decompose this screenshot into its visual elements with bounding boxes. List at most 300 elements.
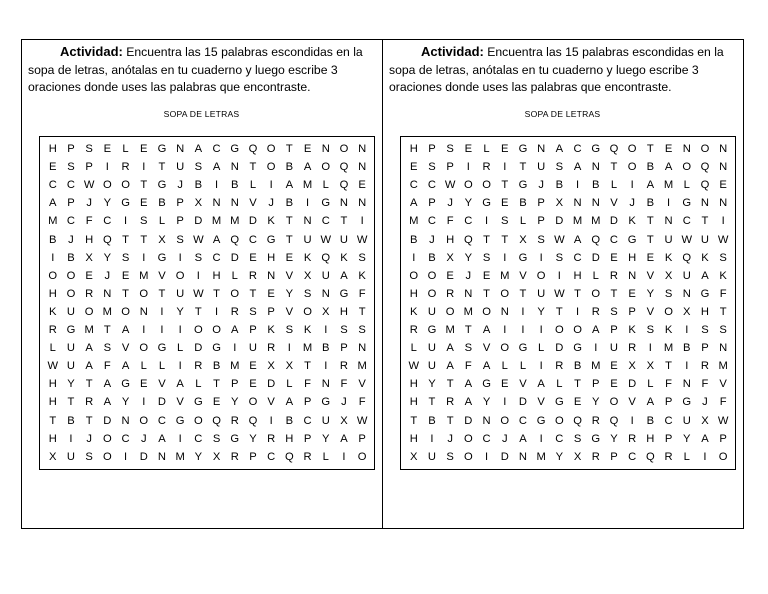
grid-cell: G — [157, 179, 167, 192]
grid-cell: L — [683, 450, 690, 463]
grid-cell: B — [194, 179, 203, 192]
grid-cell: O — [500, 342, 510, 355]
grid-cell: A — [446, 360, 454, 373]
grid-cell: I — [666, 197, 671, 210]
grid-cell: G — [157, 143, 167, 155]
grid-cell: G — [554, 396, 564, 409]
grid-cell: J — [538, 179, 544, 192]
grid-cell: I — [521, 324, 525, 336]
grid-cell: X — [267, 360, 275, 373]
grid-cell: O — [463, 450, 473, 463]
grid-cell: A — [285, 179, 294, 192]
grid-cell: E — [610, 378, 618, 391]
activity-heading: Actividad: — [421, 44, 484, 59]
grid-cell: N — [719, 143, 728, 155]
grid-cell: N — [358, 143, 367, 155]
grid-cell: Y — [176, 305, 184, 318]
grid-cell: I — [575, 305, 580, 318]
grid-cell: X — [664, 269, 673, 282]
grid-cell: T — [340, 215, 348, 228]
grid-cell: U — [427, 450, 436, 463]
grid-cell: T — [285, 215, 293, 228]
grid-cell: K — [267, 324, 275, 336]
grid-cell: N — [537, 143, 546, 155]
grid-cell: A — [537, 378, 545, 391]
grid-cell: H — [409, 378, 418, 391]
grid-cell: E — [446, 269, 454, 282]
grid-cell: X — [85, 251, 93, 264]
grid-cell: A — [482, 360, 491, 373]
grid-cell: N — [358, 161, 367, 174]
grid-cell: S — [176, 233, 184, 246]
grid-cell: O — [102, 450, 112, 463]
grid-cell: C — [464, 215, 473, 228]
grid-cell: V — [158, 269, 166, 282]
grid-cell: T — [574, 378, 581, 391]
grid-cell: U — [176, 161, 185, 174]
grid-cell: U — [609, 342, 618, 355]
activity-text: Encuentra las 15 palabras escondidas en la sopa de letras, anótalas en tu cuaderno y luego escribe 3 oraciones donde uses las palabras que encontraste. — [389, 45, 724, 94]
grid-cell: S — [85, 143, 93, 155]
grid-cell: N — [212, 197, 221, 210]
grid-cell: V — [719, 378, 727, 391]
grid-cell: B — [646, 414, 655, 427]
grid-cell: X — [212, 450, 221, 463]
grid-cell: N — [176, 143, 185, 155]
grid-cell: U — [66, 360, 75, 373]
grid-cell: C — [518, 414, 527, 427]
grid-cell: O — [121, 305, 130, 318]
grid-row — [401, 231, 735, 249]
grid-cell: P — [428, 143, 436, 155]
grid-cell: V — [537, 396, 545, 409]
grid-cell: A — [231, 324, 239, 336]
grid-cell: J — [86, 197, 92, 210]
grid-cell: O — [193, 324, 203, 336]
grid-cell: F — [446, 215, 454, 228]
grid-cell: G — [700, 287, 710, 300]
grid-cell: I — [466, 161, 470, 174]
grid-cell: L — [538, 342, 545, 355]
grid-cell: A — [158, 432, 166, 445]
grid-cell: F — [701, 378, 709, 391]
grid-cell: O — [554, 414, 564, 427]
grid-cell: G — [230, 432, 240, 445]
grid-cell: B — [231, 179, 239, 192]
grid-row — [401, 393, 735, 411]
grid-cell: I — [575, 179, 580, 192]
grid-cell: I — [214, 305, 219, 318]
grid-cell: T — [85, 414, 93, 427]
grid-cell: Y — [555, 450, 564, 463]
grid-cell: F — [719, 287, 727, 300]
grid-cell: I — [503, 251, 507, 264]
grid-cell: O — [175, 269, 185, 282]
grid-cell: R — [482, 161, 491, 174]
grid-cell: A — [592, 324, 600, 336]
grid-cell: R — [409, 324, 418, 336]
grid-cell: B — [683, 342, 691, 355]
grid-cell: L — [592, 269, 599, 282]
grid-cell: J — [465, 269, 472, 282]
grid-row — [40, 267, 374, 285]
grid-cell: Y — [646, 287, 655, 300]
grid-cell: O — [66, 287, 76, 300]
grid-cell: S — [140, 215, 148, 228]
grid-cell: S — [340, 324, 348, 336]
grid-cell: E — [501, 378, 509, 391]
grid-cell: C — [573, 251, 582, 264]
grid-cell: C — [482, 432, 491, 445]
grid-cell: S — [482, 251, 491, 264]
grid-cell: P — [67, 143, 75, 155]
grid-cell: T — [646, 143, 654, 155]
grid-cell: Q — [284, 450, 294, 463]
grid-cell: J — [140, 432, 147, 445]
grid-cell: O — [664, 305, 673, 318]
grid-cell: U — [700, 233, 709, 246]
grid-row — [401, 412, 735, 430]
grid-cell: I — [142, 324, 146, 336]
grid-cell: R — [664, 450, 673, 463]
grid-cell: K — [303, 251, 312, 264]
grid-cell: P — [303, 432, 312, 445]
grid-cell: T — [122, 287, 129, 300]
grid-cell: I — [324, 360, 328, 373]
grid-cell: X — [519, 233, 527, 246]
grid-cell: I — [105, 161, 109, 174]
grid-row — [40, 303, 374, 321]
grid-cell: V — [176, 396, 184, 409]
grid-cell: T — [519, 287, 527, 300]
grid-cell: G — [482, 197, 491, 210]
grid-cell: P — [610, 450, 618, 463]
grid-row — [401, 448, 735, 466]
grid-cell: P — [610, 324, 618, 336]
grid-cell: O — [627, 143, 637, 155]
grid-cell: B — [67, 251, 75, 264]
grid-cell: K — [701, 251, 709, 264]
grid-cell: B — [67, 414, 75, 427]
grid-cell: E — [664, 143, 673, 155]
grid-cell: A — [573, 233, 582, 246]
grid-cell: E — [249, 378, 257, 391]
grid-cell: G — [573, 342, 582, 355]
grid-cell: O — [554, 324, 564, 336]
grid-row — [401, 267, 735, 285]
grid-cell: X — [340, 414, 348, 427]
grid-row — [401, 176, 735, 194]
grid-cell: T — [249, 161, 257, 174]
grid-cell: P — [446, 161, 454, 174]
grid-cell: M — [84, 324, 94, 336]
grid-cell: E — [249, 360, 257, 373]
grid-cell: I — [521, 305, 525, 318]
grid-cell: C — [682, 215, 691, 228]
grid-cell: O — [445, 305, 455, 318]
grid-cell: C — [427, 179, 436, 192]
grid-cell: F — [665, 378, 672, 391]
grid-cell: N — [358, 342, 367, 355]
grid-cell: A — [664, 161, 673, 174]
grid-cell: E — [628, 287, 636, 300]
grid-cell: S — [358, 251, 366, 264]
grid-cell: Q — [248, 414, 258, 427]
grid-cell: I — [703, 450, 707, 463]
grid-cell: O — [248, 396, 258, 409]
grid-cell: W — [554, 233, 565, 246]
grid-cell: L — [556, 378, 563, 391]
grid-cell: L — [519, 360, 527, 373]
grid-cell: Q — [591, 233, 601, 246]
grid-cell: G — [682, 396, 692, 409]
grid-cell: I — [142, 396, 146, 409]
grid-cell: T — [158, 287, 166, 300]
grid-cell: I — [342, 450, 346, 463]
grid-cell: N — [303, 215, 312, 228]
grid-cell: H — [85, 233, 94, 246]
grid-cell: O — [700, 143, 710, 155]
grid-cell: U — [537, 287, 546, 300]
grid-cell: G — [321, 396, 331, 409]
grid-cell: D — [103, 414, 112, 427]
grid-cell: L — [286, 378, 293, 391]
grid-cell: I — [630, 179, 634, 192]
grid-cell: J — [104, 269, 111, 282]
grid-cell: U — [537, 161, 546, 174]
grid-cell: E — [501, 197, 509, 210]
grid-cell: T — [555, 305, 563, 318]
grid-cell: C — [321, 215, 330, 228]
grid-row — [401, 430, 735, 448]
grid-cell: T — [49, 414, 57, 427]
grid-cell: D — [139, 450, 148, 463]
grid-cell: G — [121, 197, 130, 210]
grid-cell: C — [66, 179, 75, 192]
grid-cell: G — [627, 233, 637, 246]
grid-cell: B — [519, 197, 527, 210]
grid-cell: L — [647, 378, 654, 391]
grid-cell: B — [646, 197, 655, 210]
grid-cell: L — [322, 450, 329, 463]
grid-cell: R — [230, 414, 239, 427]
grid-cell: I — [233, 342, 237, 355]
grid-cell: S — [194, 251, 203, 264]
grid-cell: J — [86, 432, 92, 445]
grid-cell: S — [428, 161, 436, 174]
grid-cell: I — [412, 251, 416, 264]
grid-cell: N — [482, 414, 491, 427]
grid-cell: N — [664, 215, 673, 228]
grid-cell: T — [501, 233, 509, 246]
grid-cell: R — [194, 360, 203, 373]
grid-cell: B — [428, 251, 436, 264]
grid-cell: C — [664, 414, 673, 427]
grid-cell: Q — [102, 233, 112, 246]
grid-cell: N — [157, 450, 166, 463]
grid-cell: V — [646, 269, 655, 282]
grid-cell: U — [321, 269, 330, 282]
grid-cell: I — [557, 269, 561, 282]
grid-cell: J — [341, 396, 347, 409]
grid-cell: C — [48, 179, 57, 192]
grid-cell: H — [409, 432, 418, 445]
grid-cell: K — [49, 305, 57, 318]
grid-cell: V — [482, 342, 491, 355]
grid-cell: S — [249, 305, 257, 318]
grid-cell: K — [628, 324, 636, 336]
grid-cell: I — [160, 305, 164, 318]
grid-cell: Y — [231, 396, 239, 409]
grid-cell: Q — [321, 251, 331, 264]
grid-cell: R — [446, 396, 455, 409]
grid-cell: V — [158, 378, 166, 391]
grid-cell: I — [503, 324, 507, 336]
grid-cell: S — [573, 432, 582, 445]
grid-cell: T — [446, 378, 454, 391]
grid-cell: C — [573, 143, 582, 155]
grid-cell: A — [446, 342, 454, 355]
grid-cell: E — [267, 287, 275, 300]
grid-cell: Q — [700, 179, 710, 192]
grid-cell: R — [230, 305, 239, 318]
wordsearch-grid — [39, 136, 375, 470]
grid-cell: G — [266, 233, 276, 246]
grid-cell: U — [66, 305, 75, 318]
grid-cell: J — [629, 197, 635, 210]
grid-cell: Y — [428, 378, 436, 391]
grid-cell: T — [610, 287, 618, 300]
grid-cell: O — [573, 324, 582, 336]
grid-cell: R — [267, 342, 276, 355]
grid-cell: C — [103, 215, 112, 228]
grid-cell: P — [358, 432, 366, 445]
grid-cell: U — [682, 414, 691, 427]
grid-cell: T — [194, 305, 202, 318]
grid-cell: V — [646, 305, 655, 318]
grid-cell: T — [428, 396, 436, 409]
grid-cell: C — [66, 215, 75, 228]
grid-cell: N — [719, 197, 728, 210]
grid-cell: N — [321, 143, 330, 155]
grid-cell: A — [464, 378, 473, 391]
grid-cell: U — [321, 414, 330, 427]
grid-cell: X — [555, 197, 564, 210]
grid-cell: A — [482, 324, 491, 336]
grid-cell: O — [482, 305, 491, 318]
grid-cell: S — [303, 287, 312, 300]
grid-cell: B — [158, 197, 166, 210]
grid-row — [401, 249, 735, 267]
grid-cell: P — [719, 432, 727, 445]
grid-cell: O — [102, 179, 112, 192]
grid-cell: Y — [67, 378, 75, 391]
grid-cell: T — [140, 233, 148, 246]
grid-cell: R — [591, 305, 600, 318]
grid-cell: Y — [592, 396, 600, 409]
grid-cell: O — [718, 450, 728, 463]
grid-cell: R — [121, 161, 130, 174]
grid-cell: A — [646, 179, 655, 192]
grid-cell: O — [500, 414, 510, 427]
grid-cell: X — [646, 360, 655, 373]
grid-cell: K — [358, 269, 366, 282]
grid-cell: E — [212, 396, 221, 409]
grid-cell: S — [103, 342, 112, 355]
grid-cell: T — [646, 233, 654, 246]
grid-cell: P — [249, 450, 257, 463]
grid-cell: C — [157, 414, 166, 427]
grid-cell: B — [428, 414, 436, 427]
grid-cell: Y — [464, 197, 473, 210]
grid-cell: D — [248, 215, 257, 228]
grid-cell: M — [230, 215, 240, 228]
grid-cell: Y — [249, 432, 257, 445]
grid-cell: I — [648, 342, 652, 355]
grid-cell: A — [340, 269, 348, 282]
grid-cell: M — [409, 215, 419, 228]
grid-cell: C — [303, 414, 312, 427]
grid-cell: E — [249, 251, 257, 264]
grid-cell: E — [85, 269, 93, 282]
grid-cell: H — [48, 143, 57, 155]
grid-cell: O — [682, 161, 692, 174]
grid-cell: N — [121, 414, 130, 427]
grid-cell: D — [518, 396, 527, 409]
grid-cell: Y — [322, 432, 330, 445]
grid-cell: S — [67, 161, 75, 174]
grid-cell: V — [519, 378, 527, 391]
grid-cell: U — [427, 305, 436, 318]
grid-cell: W — [356, 414, 368, 427]
grid-row — [40, 194, 374, 212]
grid-cell: P — [428, 197, 436, 210]
grid-cell: K — [303, 324, 312, 336]
grid-cell: S — [212, 432, 221, 445]
grid-cell: R — [628, 432, 637, 445]
grid-cell: O — [230, 287, 240, 300]
grid-cell: N — [230, 161, 239, 174]
grid-cell: T — [610, 161, 618, 174]
grid-row — [40, 249, 374, 267]
grid-cell: T — [410, 414, 418, 427]
grid-cell: E — [285, 251, 294, 264]
grid-cell: G — [66, 324, 76, 336]
grid-cell: B — [646, 161, 655, 174]
grid-row — [401, 140, 735, 158]
grid-cell: T — [140, 179, 148, 192]
grid-row — [40, 412, 374, 430]
grid-cell: O — [193, 414, 203, 427]
grid-cell: P — [537, 197, 545, 210]
grid-cell: K — [410, 305, 418, 318]
grid-cell: C — [248, 233, 257, 246]
grid-cell: I — [51, 251, 55, 264]
grid-cell: K — [267, 215, 275, 228]
grid-cell: X — [410, 450, 418, 463]
grid-cell: E — [610, 360, 618, 373]
grid-cell: A — [519, 432, 527, 445]
grid-cell: X — [446, 251, 454, 264]
grid-cell: V — [267, 396, 275, 409]
grid-cell: L — [122, 143, 129, 155]
grid-cell: Q — [248, 143, 258, 155]
grid-cell: M — [302, 342, 313, 355]
grid-cell: N — [230, 197, 239, 210]
grid-cell: B — [49, 233, 57, 246]
grid-cell: A — [121, 324, 130, 336]
grid-cell: Y — [683, 432, 691, 445]
